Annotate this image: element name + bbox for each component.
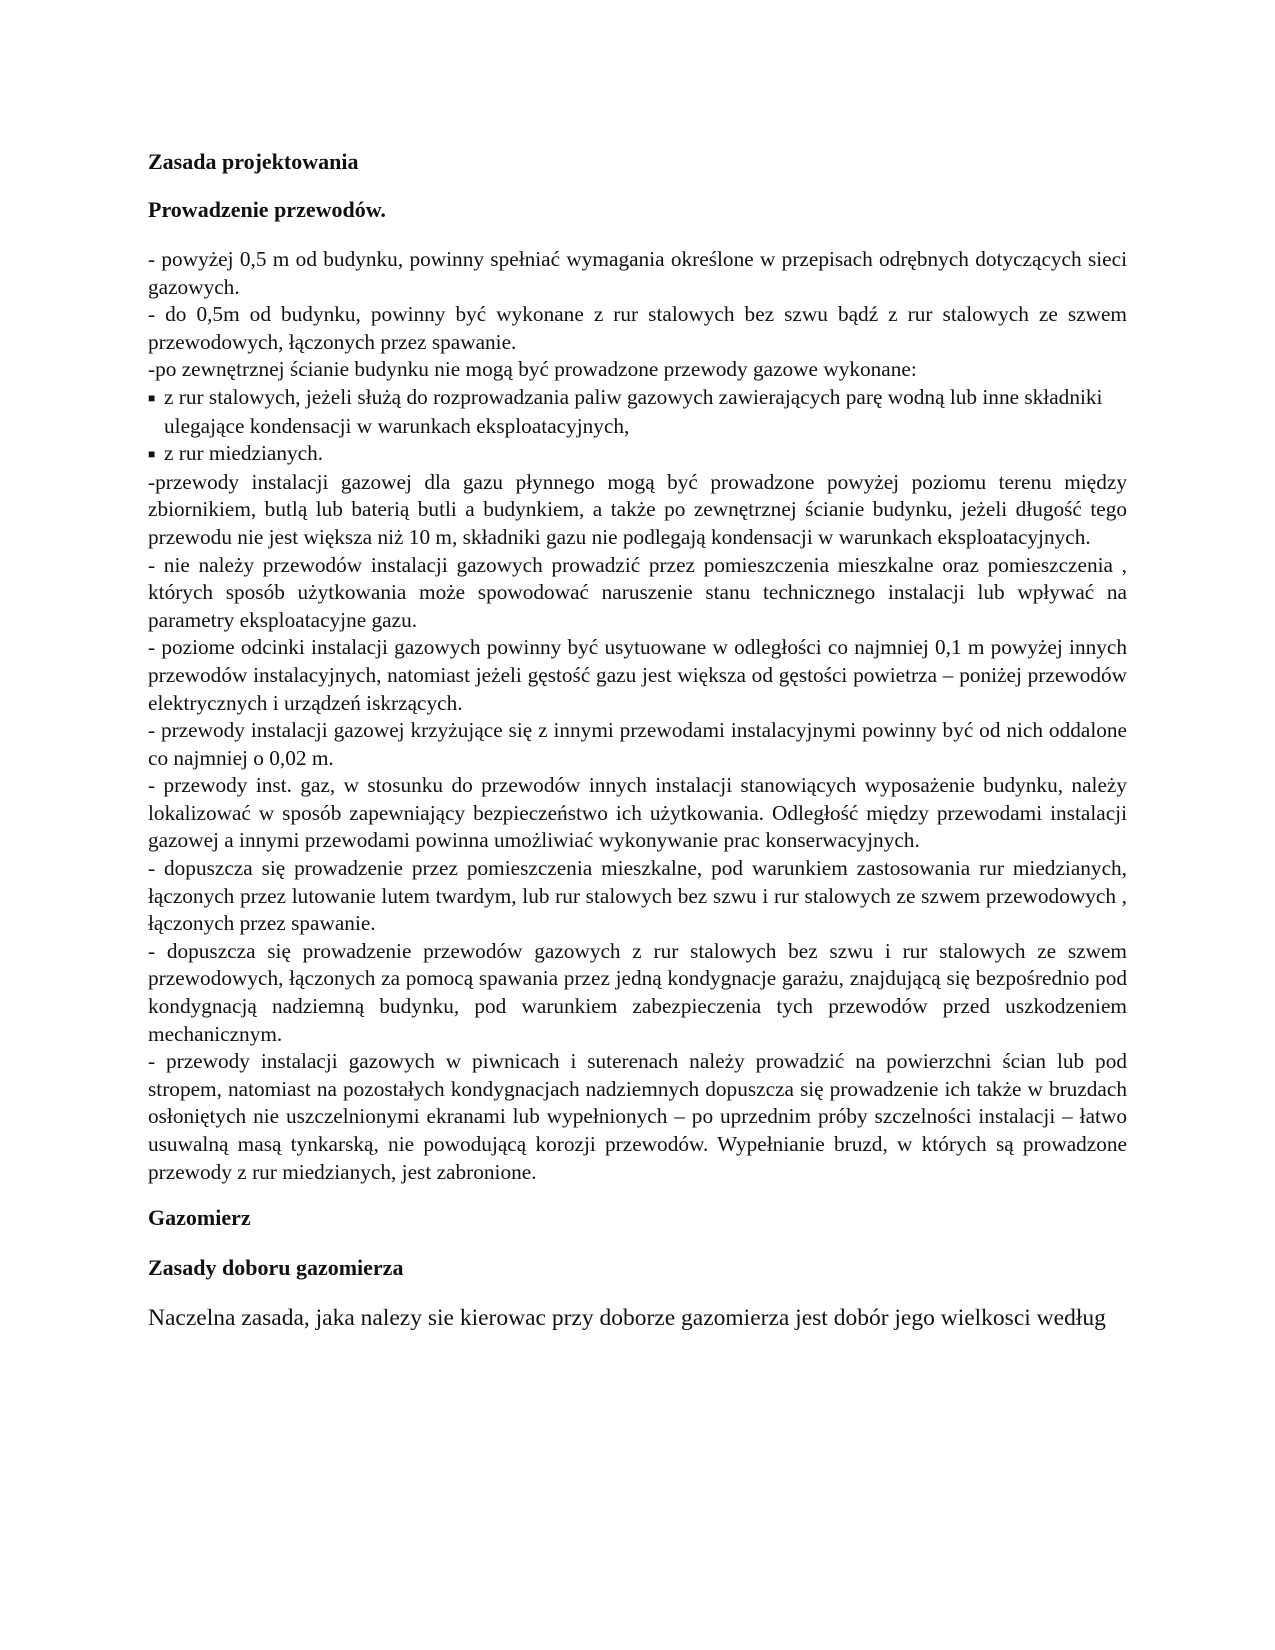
paragraph-10: - dopuszcza się prowadzenie przewodów gazowych z rur stalowych bez szwu i rur stalowych ze szwem przewodowych, łączonych za pomocą spawania przez jedną kondygnacje garażu, znajdującą się bezpośrednio pod kondygnacją nadziemną budynku, pod warunkiem zabezpieczenia tych przewodów przed uszkodzeniem mechanicznym. [148,938,1127,1046]
paragraph-final: Naczelna zasada, jaka nalezy sie kierowac przy doborze gazomierza jest dobór jego wielkosci według [148,1305,1106,1332]
paragraph-2: - do 0,5m od budynku, powinny być wykonane z rur stalowych bez szwu bądź z rur stalowych ze szwem przewodowych, łączonych przez spawanie. [148,302,1127,354]
bullet-icon: ■ [148,447,156,462]
paragraph-9: - dopuszcza się prowadzenie przez pomieszczenia mieszkalne, pod warunkiem zastosowania rur miedzianych, łączonych przez lutowanie lutem twardym, lub rur stalowych bez szwu i rur stalowych ze szwem przewodowych , łączonych przez spawanie. [148,856,1127,936]
paragraph-6: - poziome odcinki instalacji gazowych powinny być usytuowane w odległości co najmniej 0,1 m powyżej innych przewodów instalacyjnych, natomiast jeżeli gęstość gazu jest większa od gęstości powietrza – poniżej przewodów elektrycznych i urządzeń iskrzących. [148,635,1127,715]
heading-zasady-doboru: Zasady doboru gazomierza [148,1255,404,1281]
paragraph-11: - przewody instalacji gazowych w piwnicach i suterenach należy prowadzić na powierzchni ścian lub pod stropem, natomiast na pozostałych kondygnacjach nadziemnych dopuszcza się prowadzenie ich także w bruzdach osłoniętych nie uszczelnionymi ekranami lub wypełnionych – po uprzednim próby szczelności instalacji – łatwo usuwalną masą tynkarską, nie powodującą korozji przewodów. Wypełnianie bruzd, w których są prowadzone przewody z rur miedzianych, jest zabronione. [148,1049,1127,1184]
bullet-icon: ■ [148,390,156,405]
paragraph-5: - nie należy przewodów instalacji gazowych prowadzić przez pomieszczenia mieszkalne oraz pomieszczenia , których sposób użytkowania może spowodować naruszenie stanu technicznego instalacji lub wpływać na parametry eksploatacyjne gazu. [148,552,1127,632]
document-title: Zasada projektowania [148,149,359,174]
paragraph-4: -przewody instalacji gazowej dla gazu płynnego mogą być prowadzone powyżej poziomu terenu między zbiornikiem, butlą lub baterią butli a budynkiem, a także po zewnętrznej ścianie budynku, jeżeli długość tego przewodu nie jest większa niż 10 m, składniki gazu nie podlegają kondensacji w warunkach eksploatacyjnych. [148,469,1127,549]
bullet-item-2 [148,440,1127,469]
paragraph-3: -po zewnętrznej ścianie budynku nie mogą być prowadzone przewody gazowe wykonane: [148,357,917,382]
document-page [148,138,1127,1618]
paragraph-8: - przewody inst. gaz, w stosunku do przewodów innych instalacji stanowiących wyposażenie budynku, należy lokalizować w sposób zapewniający bezpieczeństwo ich użytkowania. Odległość między przewodami instalacji gazowej a innymi przewodami powinna umożliwiać wykonywanie prac konserwacyjnych. [148,773,1127,853]
paragraph-7: - przewody instalacji gazowej krzyżujące się z innymi przewodami instalacyjnymi powinny być od nich oddalone co najmniej o 0,02 m. [148,718,1127,770]
heading-gazomierz: Gazomierz [148,1205,251,1231]
bullet-text-2: z rur miedzianych. [164,441,324,466]
paragraph-1: - powyżej 0,5 m od budynku, powinny spełniać wymagania określone w przepisach odrębnych dotyczących sieci gazowych. [148,247,1127,299]
section-subtitle: Prowadzenie przewodów. [148,197,386,222]
bullet-text-1: z rur stalowych, jeżeli służą do rozprowadzania paliw gazowych zawierających parę wodną lub inne składniki ulegające kondensacji w warunkach eksploatacyjnych, [164,384,1103,438]
bullet-item-1 [148,384,1127,440]
